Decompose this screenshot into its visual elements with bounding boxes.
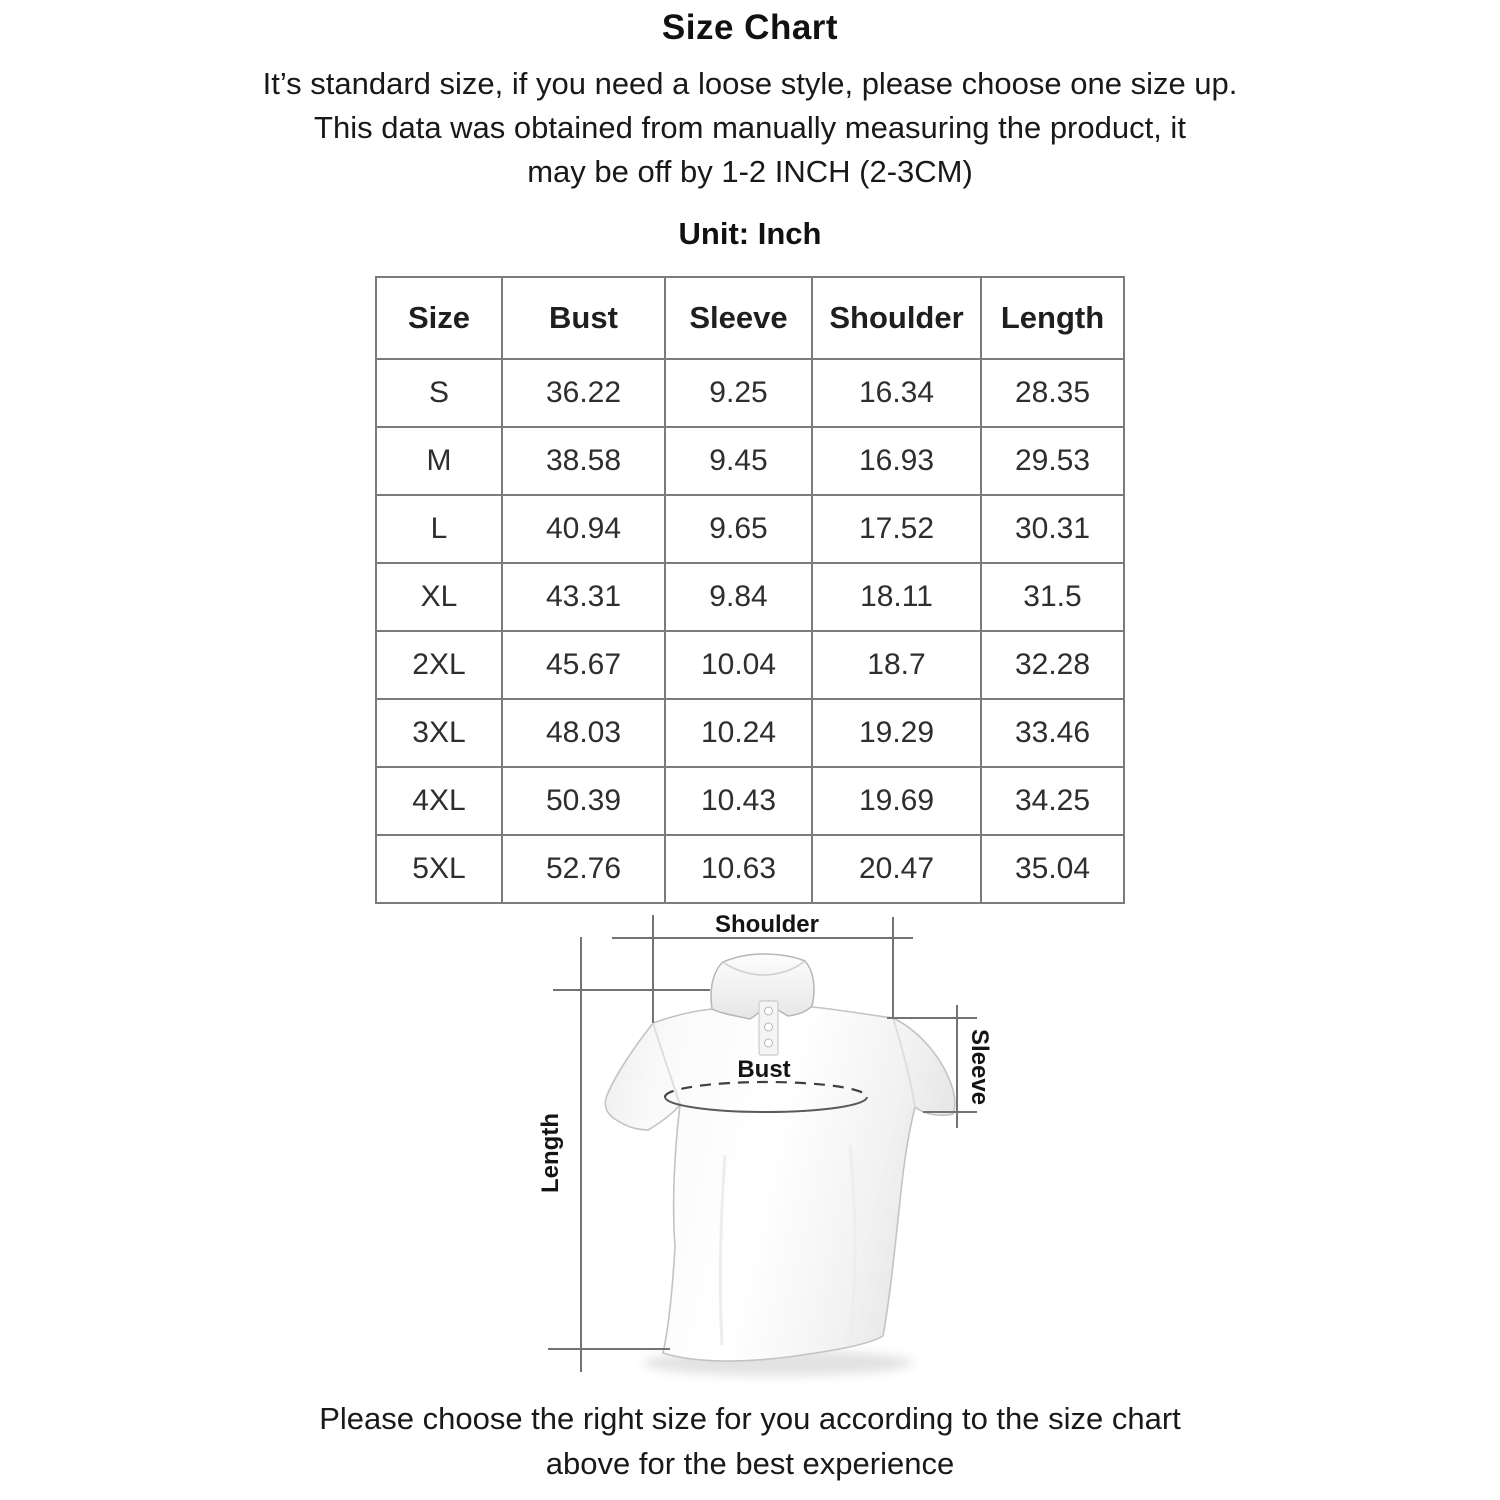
- intro-text: [0, 62, 1500, 194]
- size-table-cell: S: [376, 359, 502, 427]
- size-table-cell: M: [376, 427, 502, 495]
- size-table-row: [376, 631, 1124, 699]
- footer-line-2: above for the best experience: [545, 1446, 955, 1481]
- size-table-head: [376, 277, 1124, 359]
- size-table-cell: 20.47: [812, 835, 981, 903]
- size-table-row: [376, 563, 1124, 631]
- size-table-cell: 16.93: [812, 427, 981, 495]
- size-table-cell: 52.76: [502, 835, 665, 903]
- page-title: Size Chart: [661, 8, 839, 47]
- size-table-row: [376, 835, 1124, 903]
- size-table-header-cell: Size: [376, 277, 502, 359]
- size-table-cell: 9.25: [665, 359, 812, 427]
- intro-line-3: may be off by 1-2 INCH (2-3CM): [527, 154, 973, 189]
- size-table-body: [376, 359, 1124, 903]
- size-table-cell: 9.45: [665, 427, 812, 495]
- footer-text: [0, 1396, 1500, 1486]
- size-table-cell: 3XL: [376, 699, 502, 767]
- size-table-cell: 10.63: [665, 835, 812, 903]
- size-table-cell: 45.67: [502, 631, 665, 699]
- size-table-row: [376, 767, 1124, 835]
- shirt-measurement-diagram: [520, 895, 1030, 1395]
- size-table-cell: 50.39: [502, 767, 665, 835]
- size-table-cell: L: [376, 495, 502, 563]
- bust-label: Bust: [737, 1056, 791, 1083]
- size-table-cell: 30.31: [981, 495, 1124, 563]
- shirt-button-1: [765, 1007, 773, 1015]
- size-table-row: [376, 359, 1124, 427]
- size-table-row: [376, 699, 1124, 767]
- size-table-cell: 10.04: [665, 631, 812, 699]
- unit-label: Unit: Inch: [678, 216, 822, 251]
- size-table-header-cell: Bust: [502, 277, 665, 359]
- size-table-header-cell: Shoulder: [812, 277, 981, 359]
- shirt-body: [605, 991, 954, 1361]
- size-table-cell: 2XL: [376, 631, 502, 699]
- size-table-cell: 43.31: [502, 563, 665, 631]
- intro-line-1: It’s standard size, if you need a loose style, please choose one size up.: [262, 66, 1238, 101]
- size-table: [375, 276, 1125, 904]
- size-table-cell: 36.22: [502, 359, 665, 427]
- size-table-header-row: [376, 277, 1124, 359]
- size-table-cell: 38.58: [502, 427, 665, 495]
- size-table-cell: 4XL: [376, 767, 502, 835]
- size-table-cell: 19.29: [812, 699, 981, 767]
- size-table-cell: 10.43: [665, 767, 812, 835]
- size-table-row: [376, 427, 1124, 495]
- size-table-cell: 18.11: [812, 563, 981, 631]
- sleeve-label: Sleeve: [966, 1028, 993, 1106]
- size-table-header-cell: Length: [981, 277, 1124, 359]
- size-table-cell: 10.24: [665, 699, 812, 767]
- size-table-cell: 31.5: [981, 563, 1124, 631]
- size-table-row: [376, 495, 1124, 563]
- size-table-cell: 5XL: [376, 835, 502, 903]
- shirt-button-3: [765, 1039, 773, 1047]
- size-table-cell: 9.65: [665, 495, 812, 563]
- size-table-cell: 18.7: [812, 631, 981, 699]
- shoulder-label: Shoulder: [714, 911, 820, 938]
- size-table-cell: 17.52: [812, 495, 981, 563]
- footer-line-1: Please choose the right size for you according to the size chart: [319, 1401, 1181, 1436]
- size-table-header-cell: Sleeve: [665, 277, 812, 359]
- size-table-cell: 28.35: [981, 359, 1124, 427]
- size-table-cell: 32.28: [981, 631, 1124, 699]
- size-table-cell: 34.25: [981, 767, 1124, 835]
- intro-line-2: This data was obtained from manually measuring the product, it: [314, 110, 1186, 145]
- size-table-cell: 9.84: [665, 563, 812, 631]
- size-table-cell: 16.34: [812, 359, 981, 427]
- length-label: Length: [537, 1113, 564, 1193]
- size-table-cell: 19.69: [812, 767, 981, 835]
- polo-shirt-illustration: [605, 954, 954, 1361]
- shirt-button-2: [765, 1023, 773, 1031]
- size-table-cell: 35.04: [981, 835, 1124, 903]
- size-table-cell: 33.46: [981, 699, 1124, 767]
- size-table-cell: XL: [376, 563, 502, 631]
- size-table-cell: 29.53: [981, 427, 1124, 495]
- size-table-cell: 40.94: [502, 495, 665, 563]
- size-table-cell: 48.03: [502, 699, 665, 767]
